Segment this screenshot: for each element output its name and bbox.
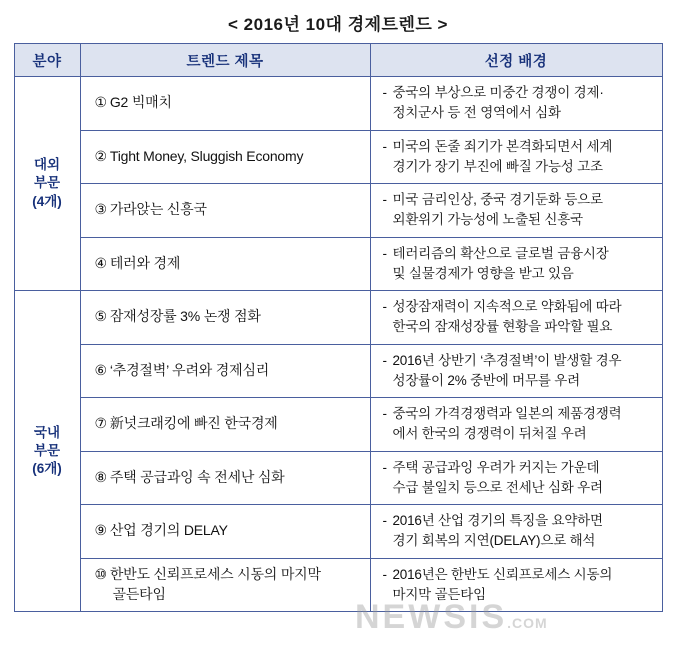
table-row — [14, 237, 662, 291]
table-row — [14, 77, 662, 131]
reason-cell — [370, 558, 662, 612]
reason-line-1: - 주택 공급과잉 우려가 커지는 가운데 — [381, 458, 654, 478]
reason-line-1: - 미국 금리인상, 중국 경기둔화 등으로 — [381, 190, 654, 210]
section-label-line1: 국내 — [33, 424, 61, 440]
trend-text: 한반도 신뢰프로세스 시동의 마지막 — [109, 566, 321, 583]
reason-line-1: - 미국의 돈줄 죄기가 본격화되면서 세계 — [381, 137, 654, 157]
trend-text: Tight Money, Sluggish Economy — [109, 147, 304, 164]
reason-cell — [370, 451, 662, 505]
reason-cell — [370, 291, 662, 345]
reason-line-1: - 2016년은 한반도 신뢰프로세스 시동의 — [381, 565, 654, 585]
reason-cell — [370, 344, 662, 398]
trend-number: ⑨ — [94, 522, 107, 539]
trend-number: ⑧ — [94, 468, 107, 485]
trend-title-cell — [80, 237, 370, 291]
reason-line-2: 마지막 골든타임 — [392, 586, 486, 602]
table-row — [14, 184, 662, 238]
reason-line-2: 외환위기 가능성에 노출된 신흥국 — [392, 212, 583, 228]
column-header-section: 분야 — [14, 44, 80, 77]
economic-trends-table — [14, 43, 663, 612]
trend-title-cell — [80, 344, 370, 398]
table-row — [14, 451, 662, 505]
trend-number: ① — [94, 94, 107, 111]
trend-number: ③ — [94, 201, 107, 218]
reason-line-1: - 중국의 부상으로 미중간 경쟁이 경제· — [381, 83, 654, 103]
table-row — [14, 558, 662, 612]
reason-line-1: - 2016년 상반기 ‘추경절벽’이 발생할 경우 — [381, 351, 654, 371]
table-header — [14, 44, 662, 77]
reason-line-2: 경기가 장기 부진에 빠질 가능성 고조 — [392, 158, 603, 174]
reason-cell — [370, 184, 662, 238]
trend-title-cell — [80, 398, 370, 452]
trend-number: ⑦ — [94, 415, 107, 432]
trend-title-cell — [80, 77, 370, 131]
trend-text: 가라앉는 신흥국 — [109, 201, 207, 218]
table-body — [14, 77, 662, 612]
table-row — [14, 398, 662, 452]
section-label-domestic — [14, 291, 80, 612]
trend-text-line2: 골든타임 — [112, 585, 166, 602]
section-label-external — [14, 77, 80, 291]
section-label-line3: (4개) — [32, 193, 62, 209]
trend-text: 잠재성장률 3% 논쟁 점화 — [109, 308, 261, 325]
table-row — [14, 130, 662, 184]
table-row — [14, 291, 662, 345]
table-row — [14, 505, 662, 559]
trend-title-cell — [80, 505, 370, 559]
trend-number: ② — [94, 147, 107, 164]
trend-title-cell — [80, 130, 370, 184]
trend-number: ④ — [94, 254, 107, 271]
reason-line-2: 및 실물경제가 영향을 받고 있음 — [392, 265, 574, 281]
section-label-line2: 부문 — [33, 175, 61, 191]
reason-cell — [370, 77, 662, 131]
page-title: < 2016년 10대 경제트렌드 > — [228, 15, 448, 34]
trend-text: 주택 공급과잉 속 전세난 심화 — [109, 468, 285, 485]
reason-line-2: 에서 한국의 경쟁력이 뒤처질 우려 — [392, 426, 587, 442]
reason-line-2: 수급 불일치 등으로 전세난 심화 우려 — [392, 479, 603, 495]
trend-text: 산업 경기의 DELAY — [109, 522, 228, 539]
reason-line-1: - 중국의 가격경쟁력과 일본의 제품경쟁력 — [381, 404, 654, 424]
reason-line-1: - 성장잠재력이 지속적으로 약화됨에 따라 — [381, 297, 654, 317]
table-header-row — [14, 44, 662, 77]
reason-line-2: 정치군사 등 전 영역에서 심화 — [392, 105, 561, 121]
reason-line-2: 경기 회복의 지연(DELAY)으로 해석 — [392, 533, 596, 549]
reason-line-1: - 2016년 산업 경기의 특징을 요약하면 — [381, 511, 654, 531]
watermark-main: NEWSIS — [355, 598, 508, 636]
trend-title-cell — [80, 558, 370, 612]
reason-line-2: 성장률이 2% 중반에 머무를 우려 — [392, 372, 580, 388]
trend-number: ⑩ — [94, 566, 107, 583]
reason-cell — [370, 505, 662, 559]
trend-text: 테러와 경제 — [109, 254, 181, 271]
section-label-line2: 부문 — [33, 442, 61, 458]
section-label-line3: (6개) — [32, 461, 62, 477]
reason-cell — [370, 237, 662, 291]
trend-text: 新넛크래킹에 빠진 한국경제 — [109, 415, 278, 432]
reason-cell — [370, 398, 662, 452]
trend-text: G2 빅매치 — [109, 94, 172, 111]
trend-title-cell — [80, 184, 370, 238]
table-row — [14, 344, 662, 398]
reason-line-2: 한국의 잠재성장률 현황을 파악할 필요 — [392, 319, 613, 335]
trend-title-cell — [80, 451, 370, 505]
section-label-line1: 대외 — [33, 157, 61, 173]
trend-text: ‘추경절벽’ 우려와 경제심리 — [109, 361, 270, 378]
trend-number: ⑤ — [94, 308, 107, 325]
trend-number: ⑥ — [94, 361, 107, 378]
trend-title-cell — [80, 291, 370, 345]
reason-cell — [370, 130, 662, 184]
watermark-sub: .COM — [507, 615, 548, 631]
reason-line-1: - 테러리즘의 확산으로 글로벌 금융시장 — [381, 244, 654, 264]
column-header-reason: 선정 배경 — [370, 44, 662, 77]
column-header-trend: 트렌드 제목 — [80, 44, 370, 77]
